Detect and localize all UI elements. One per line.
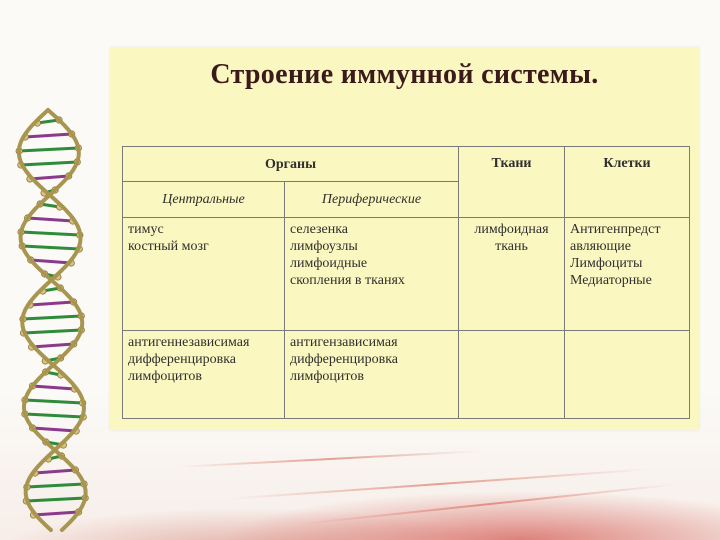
cell-cells (565, 218, 690, 331)
dna-rung (21, 232, 80, 235)
dna-rung (21, 162, 77, 165)
cell-line: дифференцировка (128, 352, 236, 367)
dna-rung (31, 260, 71, 263)
cell-line: лимфоцитов (290, 369, 364, 384)
cell-central-organs (123, 218, 285, 331)
cell-central-differentiation (123, 331, 285, 419)
cell-line: Лимфоциты (570, 256, 643, 271)
immune-system-table (122, 146, 690, 419)
header-organs: Органы (123, 147, 459, 182)
cell-line: антигензависимая (290, 335, 398, 350)
header-central: Центральные (123, 182, 285, 218)
dna-rung (22, 246, 79, 249)
cell-line: Антигенпредст (570, 222, 661, 237)
cell-line: антигеннезависимая (128, 335, 250, 350)
dna-rung (25, 134, 72, 137)
dna-rung (30, 176, 69, 179)
cell-empty (565, 331, 690, 419)
header-cells: Клетки (565, 147, 690, 218)
dna-rung (25, 414, 83, 417)
cell-line: лимфоидные (290, 256, 368, 271)
dna-rung (19, 148, 78, 151)
dna-rung (30, 302, 74, 305)
dna-rung (26, 498, 85, 501)
header-peripheral: Периферические (285, 182, 459, 218)
cell-peripheral-organs (285, 218, 459, 331)
cell-line: авляющие (570, 239, 632, 254)
content-panel (110, 47, 699, 430)
slide-title: Строение иммунной системы. (210, 59, 599, 90)
dna-rung (28, 218, 73, 221)
cell-line: лимфоцитов (128, 369, 202, 384)
cell-tissues (459, 218, 565, 331)
dna-rung (24, 330, 82, 333)
dna-rung (25, 400, 83, 403)
cell-line: тимус (128, 222, 164, 237)
cell-line: лимфоузлы (290, 239, 358, 254)
header-tissues: Ткани (459, 147, 565, 218)
cell-line: костный мозг (128, 239, 209, 254)
dna-rung (33, 386, 75, 389)
table-header-row (123, 147, 690, 182)
dna-rung (27, 484, 84, 487)
cell-line: лимфоидная (474, 222, 549, 237)
table-row (123, 218, 690, 331)
cell-line: дифференцировка (290, 352, 398, 367)
dna-rung (32, 344, 74, 347)
cell-line: Медиаторные (570, 273, 652, 288)
dna-rung (23, 316, 81, 319)
dna-rung (33, 428, 77, 431)
cell-line: скопления в тканях (290, 273, 405, 288)
cell-line: ткань (495, 239, 528, 254)
cell-empty (459, 331, 565, 419)
dna-rung (35, 470, 75, 473)
table-row (123, 331, 690, 419)
cell-peripheral-differentiation (285, 331, 459, 419)
dna-rung (34, 512, 79, 515)
cell-line: селезенка (290, 222, 349, 237)
dna-helix-illustration (0, 90, 110, 540)
